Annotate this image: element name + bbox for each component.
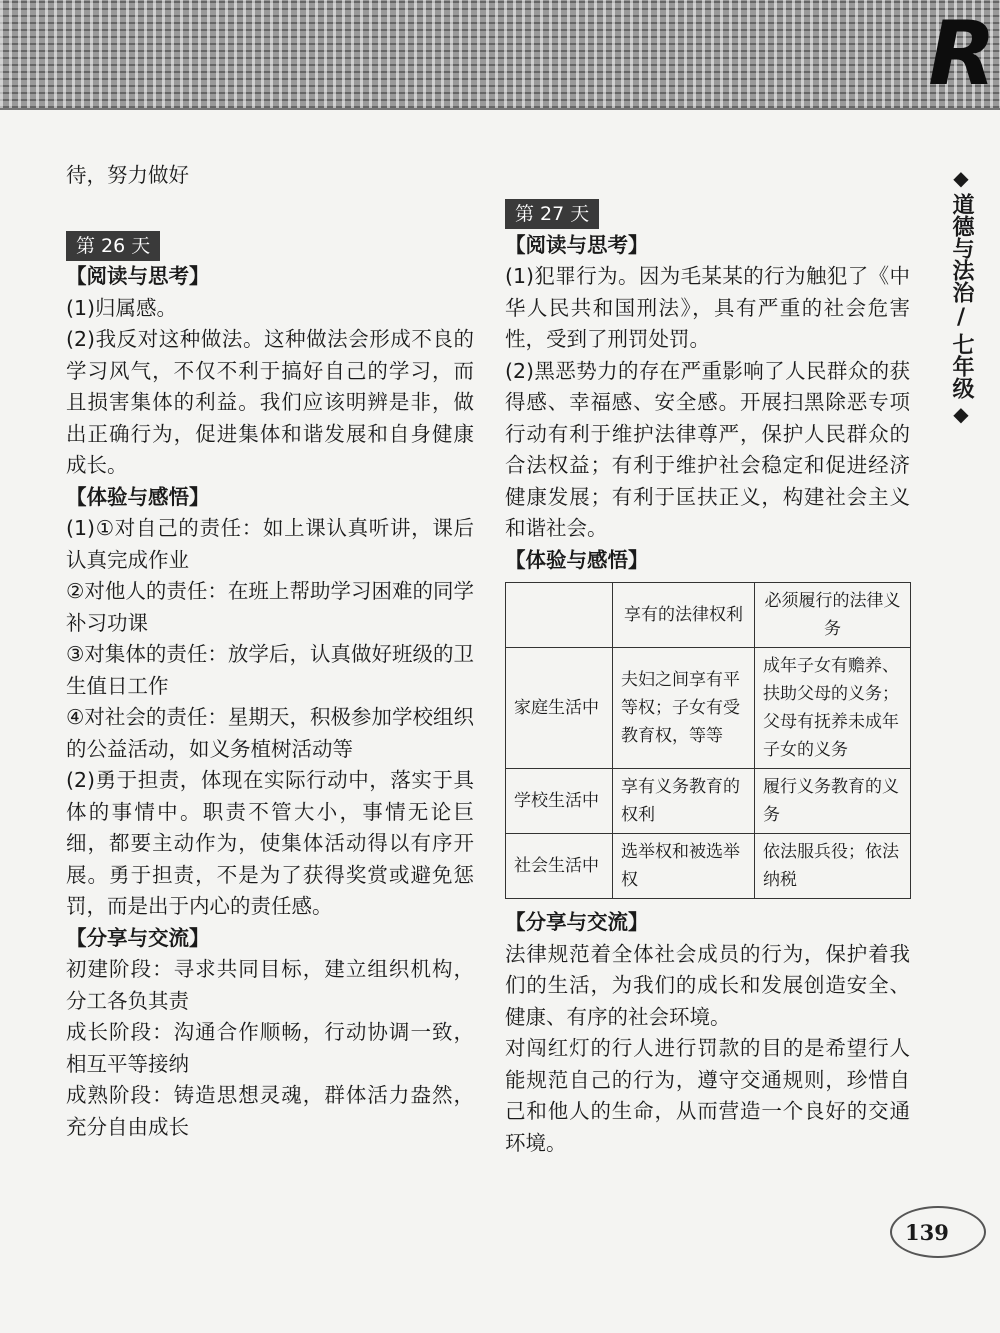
answer-paragraph: ④对社会的责任：星期天，积极参加学校组织的公益活动，如义务植树活动等 [66,705,474,761]
answer-paragraph: 成熟阶段：铸造思想灵魂，群体活力盎然，充分自由成长 [66,1083,474,1139]
diamond-icon: ◆ [953,402,969,426]
table-cell: 享有义务教育的权利 [613,769,755,834]
table-cell: 履行义务教育的义务 [755,769,911,834]
side-subject: 道德与法治 [949,193,974,303]
answer-paragraph: (1)归属感。 [66,295,178,320]
table-header-cell: 享有的法律权利 [613,583,755,648]
answer-paragraph: (1)犯罪行为。因为毛某某的行为触犯了《中华人民共和国刑法》，具有严重的社会危害性，受到了刑罚处罚。 [505,264,910,351]
answer-paragraph: (2)我反对这种做法。这种做法会形成不良的学习风气，不仅不利于搞好自己的学习，而且损害集体的利益。我们应该明辨是非，做出正确行为，促进集体和谐发展和自身健康成长。 [66,327,474,477]
rights-duties-table [505,582,911,899]
side-separator: / [956,305,966,330]
left-column [66,160,474,1143]
answer-paragraph: 初建阶段：寻求共同目标，建立组织机构，分工各负其责 [66,957,474,1013]
day-label: 第 27 天 [505,199,599,229]
table-header-cell: 必须履行的法律义务 [755,583,911,648]
section-heading: 【阅读与思考】 [505,232,649,257]
section-heading: 【体验与感悟】 [66,484,210,509]
side-subject-title [946,163,976,429]
section-heading: 【体验与感悟】 [505,547,649,572]
table-row [506,648,911,769]
day-label: 第 26 天 [66,231,160,261]
answer-paragraph: (1)①对自己的责任：如上课认真听讲，课后认真完成作业 [66,516,474,572]
header-pattern-band [0,0,1000,110]
section-heading: 【分享与交流】 [505,910,649,934]
table-row [506,834,911,899]
table-cell: 成年子女有赡养、扶助父母的义务；父母有抚养未成年子女的义务 [755,648,911,769]
answer-paragraph: ②对他人的责任：在班上帮助学习困难的同学补习功课 [66,579,474,635]
table-cell: 学校生活中 [506,769,613,834]
diamond-icon: ◆ [953,166,969,190]
answer-paragraph: 法律规范着全体社会成员的行为，保护着我们的生活，为我们的成长和发展创造安全、健康、有序的社会环境。 [505,941,910,1029]
side-grade: 七年级 [949,333,974,399]
table-cell: 家庭生活中 [506,648,613,769]
table-cell: 选举权和被选举权 [613,834,755,899]
table-header-row [506,583,911,648]
table-cell: 依法服兵役；依法纳税 [755,834,911,899]
answer-paragraph: 成长阶段：沟通合作顺畅，行动协调一致，相互平等接纳 [66,1020,474,1076]
table-row [506,769,911,834]
answer-paragraph: ③对集体的责任：放学后，认真做好班级的卫生值日工作 [66,642,474,698]
page-number: 139 [905,1220,949,1245]
answer-paragraph: (2)黑恶势力的存在严重影响了人民群众的获得感、幸福感、安全感。开展扫黑除恶专项行动有利于维护法律尊严，保护人民群众的合法权益；有利于维护社会稳定和促进经济健康发展；有利于匡扶正义，构建社会主义和谐社会。 [505,358,910,540]
section-heading: 【分享与交流】 [66,925,210,950]
answer-paragraph: (2)勇于担责，体现在实际行动中，落实于具体的事情中。职责不管大小，事情无论巨细，都要主动作为，使集体活动得以有序开展。勇于担责，不是为了获得奖赏或避免惩罚，而是出于内心的责任感。 [66,768,474,918]
table-cell: 夫妇之间享有平等权；子女有受教育权，等等 [613,648,755,769]
table-cell: 社会生活中 [506,834,613,899]
section-heading: 【阅读与思考】 [66,264,210,288]
answer-paragraph: 对闯红灯的行人进行罚款的目的是希望行人能规范自己的行为，遵守交通规则，珍惜自己和他人的生命，从而营造一个良好的交通环境。 [505,1036,910,1155]
header-letter: R [928,2,996,105]
right-column [505,198,910,1159]
continuation-text: 待，努力做好 [66,163,189,187]
table-header-cell [506,583,613,648]
